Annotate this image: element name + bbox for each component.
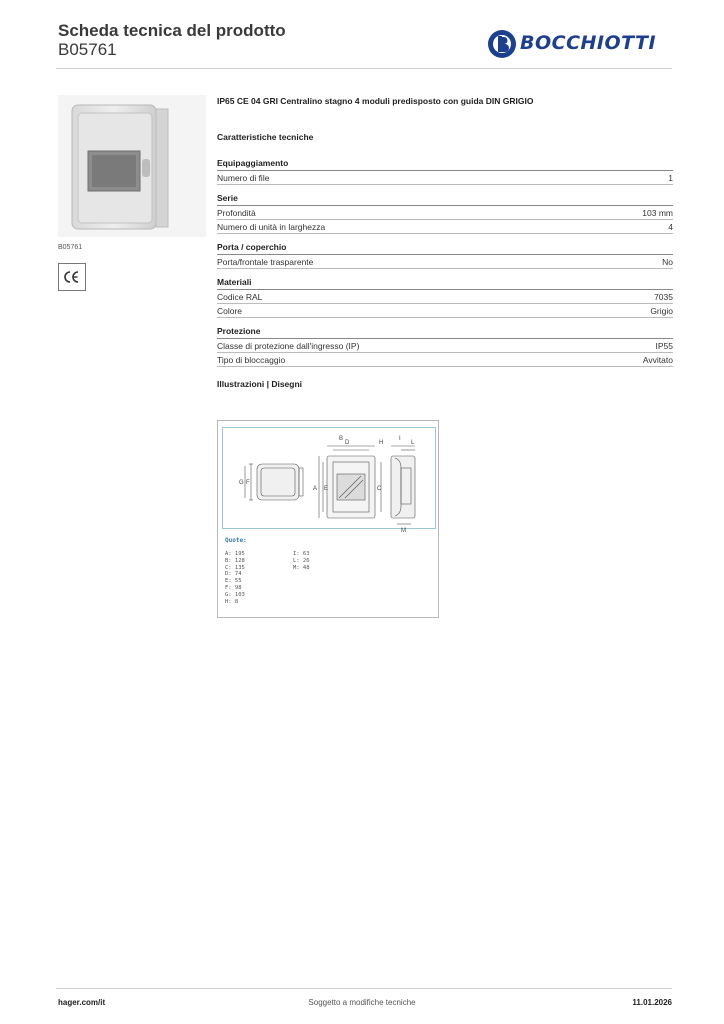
dim-letter-d: D [345,440,350,446]
spec-value: 103 mm [642,208,673,218]
spec-row [217,290,673,304]
spec-group-title: Porta / coperchio [217,242,673,255]
dimension-item: I: 63 [293,551,310,557]
spec-row [217,353,673,367]
spec-label: Tipo di bloccaggio [217,355,286,365]
product-code: B05761 [58,40,117,59]
dim-letter-h: H [379,440,384,446]
dimensions-list-left [225,551,245,605]
dimension-item: M: 48 [293,564,310,571]
product-photo [58,95,206,237]
spec-value: Grigio [650,306,673,316]
spec-value: 1 [668,173,673,183]
dim-letter-l: L [411,440,415,446]
dimension-item: F: 98 [225,584,242,591]
dimension-item: H: 8 [225,598,239,605]
drawing-frame [222,427,436,534]
ce-mark-icon [58,263,86,291]
dim-letter-m: M [401,528,406,534]
spec-label: Numero di file [217,173,270,183]
footer-divider [56,988,672,989]
dim-letter-a: A [313,486,318,492]
spec-label: Numero di unità in larghezza [217,222,326,232]
photo-caption: B05761 [58,244,83,251]
page-title: Scheda tecnica del prodotto [58,21,286,40]
spec-label: Classe di protezione dall'ingresso (IP) [217,341,360,351]
footer-date: 11.01.2026 [632,998,672,1007]
bocchiotti-logo-icon [486,28,518,60]
spec-label: Porta/frontale trasparente [217,257,314,267]
dim-letter-i: I [399,436,401,442]
dim-letter-g: G [239,480,244,486]
spec-group-serie [217,193,673,234]
spec-group-porta-coperchio [217,242,673,269]
technical-drawing [217,420,439,618]
dimension-item: B: 128 [225,557,245,564]
spec-row [217,220,673,234]
illustrations-heading: Illustrazioni | Disegni [217,379,303,389]
spec-value: 7035 [654,292,673,302]
footer-website: hager.com/it [58,998,106,1007]
spec-group-title: Materiali [217,277,673,290]
dimension-item: D: 74 [225,571,242,578]
product-description: IP65 CE 04 GRI Centralino stagno 4 moduli predisposto con guida DIN GRIGIO [217,96,534,106]
spec-value: IP55 [655,341,673,351]
spec-value: No [662,257,673,267]
spec-row [217,255,673,269]
header-divider [56,68,672,69]
spec-row [217,339,673,353]
spec-row [217,171,673,185]
spec-value: Avvitato [642,355,673,365]
spec-value: 4 [668,222,673,232]
spec-group-title: Protezione [217,326,673,339]
brand-name: BOCCHIOTTI [520,32,657,54]
spec-label: Profondità [217,208,256,218]
dim-letter-b: B [339,436,344,442]
spec-label: Colore [217,306,243,316]
dim-letter-f: F [246,480,250,486]
spec-label: Codice RAL [217,292,263,302]
spec-group-protezione [217,326,673,367]
spec-row [217,304,673,318]
spec-group-materiali [217,277,673,318]
spec-row [217,206,673,220]
dimension-item: L: 26 [293,557,310,564]
footer-disclaimer: Soggetto a modifiche tecniche [308,998,416,1007]
spec-group-title: Equipaggiamento [217,158,673,171]
dimensions-list-right [293,551,310,571]
spec-heading: Caratteristiche tecniche [217,132,314,142]
dimension-item: G: 103 [225,591,245,598]
dim-letter-e: E [324,486,329,492]
spec-group-equipaggiamento [217,158,673,185]
brand-logo [486,28,668,60]
dim-letter-c: C [377,486,382,492]
dimension-item: E: 55 [225,578,242,585]
spec-panel [217,96,673,389]
dimension-item: A: 195 [225,551,245,557]
spec-group-title: Serie [217,193,673,206]
quote-title: Quote: [225,537,247,544]
dimension-item: C: 135 [225,564,245,571]
